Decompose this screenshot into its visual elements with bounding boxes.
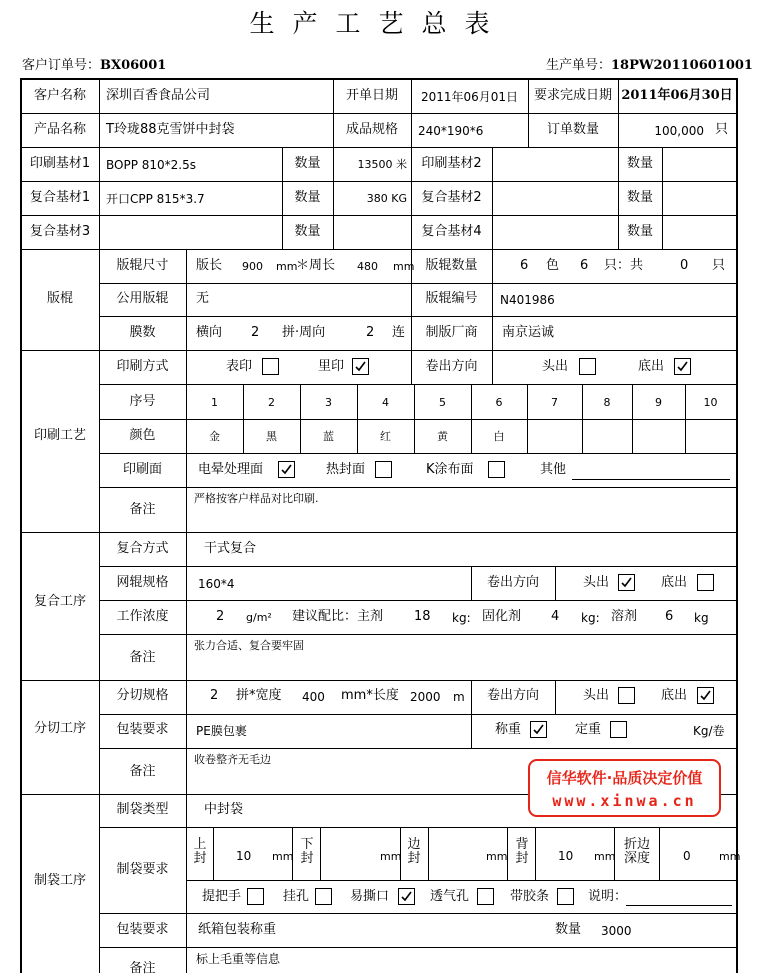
top-seal-value: 10	[236, 849, 252, 863]
sequence-cell: 1	[211, 396, 218, 409]
hline	[99, 748, 738, 749]
color-cell: 黄	[437, 430, 448, 443]
hline	[20, 147, 738, 148]
laminate-method-value: 干式复合	[204, 541, 257, 556]
common-plate-value: 无	[196, 291, 210, 306]
color-cell: 黑	[266, 430, 277, 443]
printing-section-label: 印刷工艺	[33, 428, 86, 443]
open-date-value: 2011年06月01日	[420, 90, 519, 104]
reverse-print-checkbox[interactable]	[352, 358, 369, 375]
ratio-main-label: 建议配比：主剂	[292, 609, 384, 624]
curing-agent-label: 固化剂	[482, 609, 522, 624]
hline	[20, 215, 738, 216]
hline	[20, 350, 738, 351]
order-qty-unit: 只	[715, 122, 729, 137]
easy-tear-label: 易撕口	[350, 889, 390, 904]
slitting-bottom-out-label: 底出	[661, 688, 688, 703]
bag-pack-qty-value: 3000	[601, 924, 632, 938]
vline	[428, 827, 429, 880]
solvent-label: 溶剂	[611, 609, 638, 624]
laminate-head-out-checkbox[interactable]	[618, 574, 635, 591]
hline	[20, 113, 738, 114]
composite-substrate-1-label: 复合基材1	[29, 190, 91, 205]
film-circ-label: 拼·周向	[282, 325, 326, 340]
hline	[20, 532, 738, 533]
vline	[186, 249, 187, 973]
slitting-pack-value: PE膜包裹	[196, 724, 247, 738]
sequence-cell: 8	[603, 396, 611, 409]
heat-seal-face-label: 热封面	[326, 462, 366, 477]
plate-length-value: 900	[242, 260, 263, 273]
k-coat-face-label: K涂布面	[426, 462, 474, 477]
reverse-print-label: 里印	[318, 359, 345, 374]
bag-remark-underline	[626, 905, 732, 906]
bag-type-label: 制袋类型	[116, 802, 169, 817]
bag-pack-value: 纸箱包装称重	[198, 922, 277, 937]
anilox-spec-label: 网辊规格	[116, 575, 169, 590]
sequence-cell: 9	[655, 396, 662, 409]
composite-substrate-3-label: 复合基材3	[29, 224, 91, 239]
laminate-note-label: 备注	[129, 650, 156, 665]
edge-seal-label: 边封	[407, 837, 421, 866]
anilox-spec-value: 160*4	[198, 577, 235, 591]
fold-depth-unit: mm	[719, 850, 741, 863]
due-date-value: 2011年06月30日	[621, 88, 733, 103]
film-circ-value: 2	[366, 325, 375, 340]
hline	[186, 880, 738, 881]
print-substrate-2-label: 印刷基材2	[421, 156, 482, 171]
top-seal-unit: mm	[272, 850, 294, 863]
plate-count-label: 版辊数量	[425, 258, 478, 273]
edge-seal-unit: mm	[486, 850, 508, 863]
plate-count-unit: 只：共	[604, 258, 644, 273]
color-label: 颜色	[129, 428, 156, 443]
sequence-cell: 7	[551, 396, 558, 409]
hline	[99, 283, 738, 284]
hline	[99, 947, 738, 948]
plate-total-unit: 只	[712, 258, 726, 273]
plate-total-value: 0	[680, 258, 689, 273]
due-date-label: 要求完成日期	[533, 88, 612, 103]
order-qty-value: 100,000	[654, 124, 704, 138]
print-note-value: 严格按客户样品对比印刷.	[194, 492, 319, 505]
print-head-out-label: 头出	[542, 359, 569, 374]
ratio-main-unit: kg:	[452, 611, 471, 625]
composite-substrate-1-qty: 380 KG	[366, 192, 407, 205]
order-no-label: 客户订单号：	[22, 58, 101, 73]
hline	[99, 634, 738, 635]
vline	[555, 680, 556, 714]
qty-label: 数量	[626, 190, 653, 205]
slitting-length-unit: m	[453, 690, 465, 704]
slitting-roll-direction-label: 卷出方向	[486, 688, 539, 703]
plate-size-label: 版辊尺寸	[116, 258, 169, 273]
heat-seal-face-checkbox[interactable]	[375, 461, 392, 478]
slitting-length-value: 2000	[410, 690, 441, 704]
solvent-value: 6	[665, 609, 674, 624]
film-horizontal-label: 横向	[196, 325, 223, 340]
vline	[213, 827, 214, 880]
fold-depth-label: 折边深度	[623, 837, 650, 866]
frame-right	[736, 78, 738, 973]
other-face-label: 其他	[540, 462, 567, 477]
qty-label: 数量	[294, 224, 321, 239]
back-seal-value: 10	[558, 849, 574, 863]
plate-code-value: N401986	[500, 293, 555, 307]
qty-label: 数量	[294, 190, 321, 205]
vent-hole-label: 透气孔	[430, 889, 470, 904]
vline	[492, 249, 493, 350]
handle-label: 提把手	[202, 889, 242, 904]
plate-colors-unit: 色	[546, 258, 560, 273]
slitting-spec-label: 分切规格	[116, 688, 169, 703]
hline	[20, 181, 738, 182]
order-no-field	[22, 54, 166, 73]
surface-print-label: 表印	[226, 359, 253, 374]
print-method-label: 印刷方式	[116, 359, 169, 374]
vline	[535, 827, 536, 880]
slitting-section-label: 分切工序	[33, 721, 86, 736]
vline	[555, 566, 556, 600]
print-substrate-1-qty: 13500 米	[357, 158, 407, 171]
sequence-cell: 6	[495, 396, 503, 409]
laminate-note-value: 张力合适、复合要牢固	[194, 639, 304, 652]
plate-code-label: 版辊编号	[425, 291, 478, 306]
bag-pack-label: 包装要求	[116, 922, 169, 937]
weight-unit: Kg/卷	[693, 724, 725, 738]
spec-value: 240*190*6	[418, 124, 484, 138]
bag-section-label: 制袋工序	[33, 873, 86, 888]
handle-checkbox[interactable]	[247, 888, 264, 905]
print-face-label: 印刷面	[122, 462, 162, 477]
hline	[99, 487, 738, 488]
vline	[320, 827, 321, 880]
other-face-underline	[572, 479, 730, 480]
composite-substrate-4-label: 复合基材4	[421, 224, 482, 239]
hang-hole-checkbox[interactable]	[315, 888, 332, 905]
bag-remark-label: 说明：	[588, 889, 628, 904]
corona-face-label: 电晕处理面	[198, 462, 264, 477]
curing-agent-unit: kg:	[581, 611, 600, 625]
fixed-weight-checkbox[interactable]	[610, 721, 627, 738]
slitting-note-label: 备注	[129, 764, 156, 779]
hline	[99, 566, 738, 567]
hline	[99, 827, 738, 828]
product-label: 产品名称	[33, 122, 86, 137]
corona-face-checkbox[interactable]	[278, 461, 295, 478]
film-unit: 连	[392, 325, 406, 340]
plate-colors-value: 6	[520, 258, 529, 273]
laminate-section-label: 复合工序	[33, 594, 86, 609]
hline	[99, 714, 738, 715]
watermark-url: www.xinwa.cn	[552, 792, 697, 810]
sequence-label: 序号	[129, 394, 156, 409]
slitting-bottom-out-checkbox[interactable]	[697, 687, 714, 704]
plate-maker-label: 制版厂商	[425, 325, 478, 340]
sequence-cell: 10	[703, 396, 718, 409]
vline	[662, 147, 663, 250]
bag-pack-qty-label: 数量	[555, 922, 582, 937]
print-bottom-out-checkbox[interactable]	[674, 358, 691, 375]
composite-substrate-1-value: 开口CPP 815*3.7	[106, 192, 205, 206]
sequence-cell: 3	[325, 396, 332, 409]
film-count-label: 膜数	[129, 325, 156, 340]
open-date-label: 开单日期	[345, 88, 398, 103]
plate-circ-label: ＊周长	[296, 258, 336, 273]
film-horizontal-value: 2	[251, 325, 260, 340]
bag-note-value: 标上毛重等信息	[196, 952, 281, 966]
easy-tear-checkbox[interactable]	[398, 888, 415, 905]
hline	[99, 453, 738, 454]
order-no-value: BX06001	[100, 58, 167, 73]
watermark-stamp	[528, 759, 721, 817]
frame-left	[20, 78, 22, 973]
production-no-label: 生产单号：	[546, 58, 612, 73]
sequence-cell: 4	[382, 396, 389, 409]
vline	[492, 350, 493, 384]
page-title: 生产工艺总表	[249, 9, 508, 38]
vline	[492, 147, 493, 250]
laminate-roll-direction-label: 卷出方向	[486, 575, 539, 590]
slitting-pack-label: 包装要求	[116, 722, 169, 737]
slitting-note-value: 收卷整齐无毛边	[194, 753, 271, 766]
slitting-width-value: 400	[302, 690, 325, 704]
frame-top	[20, 78, 738, 80]
vline	[659, 827, 660, 880]
plate-circ-value: 480	[357, 260, 378, 273]
spec-label: 成品规格	[345, 122, 398, 137]
adhesive-strip-label: 带胶条	[510, 889, 550, 904]
customer-value: 深圳百香食品公司	[106, 88, 211, 103]
hline	[99, 316, 738, 317]
bag-requirement-label: 制袋要求	[116, 862, 169, 877]
hline	[99, 913, 738, 914]
laminate-method-label: 复合方式	[116, 541, 169, 556]
bottom-seal-unit: mm	[380, 850, 402, 863]
order-qty-label: 订单数量	[546, 122, 599, 137]
laminate-bottom-out-label: 底出	[661, 575, 688, 590]
hline	[20, 680, 738, 681]
slitting-length-label: mm*长度	[341, 688, 399, 703]
weigh-checkbox[interactable]	[530, 721, 547, 738]
color-cell: 白	[493, 430, 505, 443]
plate-count-value: 6	[580, 258, 589, 273]
composite-substrate-2-label: 复合基材2	[421, 190, 482, 205]
print-bottom-out-label: 底出	[638, 359, 665, 374]
plate-length-label: 版长	[196, 258, 223, 273]
common-plate-label: 公用版辊	[116, 291, 169, 306]
hang-hole-label: 挂孔	[283, 889, 310, 904]
color-cell: 红	[380, 430, 391, 443]
fold-depth-value: 0	[683, 849, 691, 863]
watermark-slogan: 信华软件·品质决定价值	[546, 769, 703, 787]
print-head-out-checkbox[interactable]	[579, 358, 596, 375]
print-roll-direction-label: 卷出方向	[425, 359, 478, 374]
k-coat-face-checkbox[interactable]	[488, 461, 505, 478]
slitting-count-value: 2	[210, 688, 219, 703]
print-substrate-1-label: 印刷基材1	[29, 156, 91, 171]
slitting-width-label: 拼*宽度	[236, 688, 282, 703]
hline	[99, 600, 738, 601]
plate-length-unit: mm	[276, 260, 298, 273]
qty-label: 数量	[626, 156, 653, 171]
slitting-head-out-checkbox[interactable]	[618, 687, 635, 704]
sequence-cell: 2	[268, 396, 275, 409]
work-concentration-value: 2	[216, 609, 225, 624]
top-seal-label: 上封	[193, 837, 207, 866]
bag-type-value: 中封袋	[204, 802, 244, 817]
production-no-field	[546, 54, 753, 73]
qty-label: 数量	[294, 156, 321, 171]
qty-label: 数量	[626, 224, 653, 239]
hline	[99, 419, 738, 420]
production-no-value: 18PW20110601001	[611, 58, 753, 73]
plate-circ-unit: mm	[393, 260, 415, 273]
back-seal-label: 背封	[515, 837, 529, 866]
sequence-cell: 5	[439, 396, 446, 409]
customer-label: 客户名称	[33, 88, 86, 103]
hline	[20, 249, 738, 250]
back-seal-unit: mm	[594, 850, 616, 863]
plate-maker-value: 南京运诚	[502, 325, 555, 340]
slitting-head-out-label: 头出	[583, 688, 610, 703]
bottom-seal-label: 下封	[300, 837, 314, 866]
print-substrate-1-value: BOPP 810*2.5s	[106, 158, 196, 172]
adhesive-strip-checkbox[interactable]	[557, 888, 574, 905]
weigh-label: 称重	[495, 722, 522, 737]
curing-agent-value: 4	[551, 609, 560, 624]
print-note-label: 备注	[129, 502, 156, 517]
surface-print-checkbox[interactable]	[262, 358, 279, 375]
work-concentration-unit: g/m²	[246, 611, 272, 624]
plate-section-label: 版棍	[46, 291, 73, 306]
vent-hole-checkbox[interactable]	[477, 888, 494, 905]
solvent-unit: kg	[694, 611, 709, 625]
ratio-main-value: 18	[414, 609, 431, 624]
bag-note-label: 备注	[129, 961, 156, 976]
color-cell: 蓝	[323, 430, 334, 443]
fixed-weight-label: 定重	[575, 722, 602, 737]
color-cell: 金	[209, 430, 220, 443]
laminate-head-out-label: 头出	[583, 575, 610, 590]
hline	[99, 384, 738, 385]
work-concentration-label: 工作浓度	[116, 609, 169, 624]
laminate-bottom-out-checkbox[interactable]	[697, 574, 714, 591]
product-value: T玲珑88克雪饼中封袋	[106, 122, 235, 137]
